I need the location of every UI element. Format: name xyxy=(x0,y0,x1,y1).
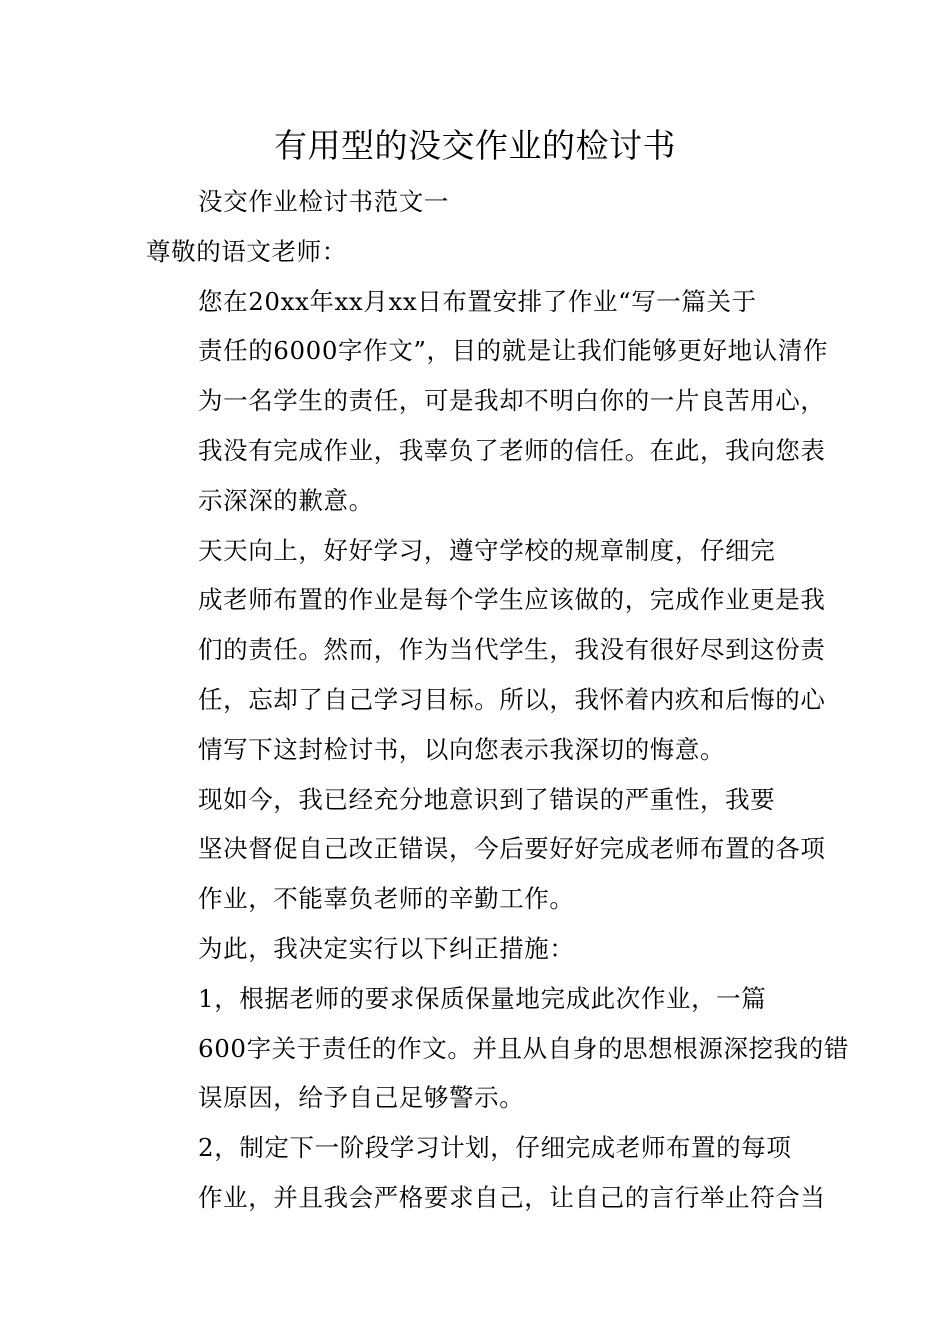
text-line: 1，根据老师的要求保质保量地完成此次作业，一篇 xyxy=(198,983,767,1013)
text-line: 天天向上，好好学习，遵守学校的规章制度，仔细完 xyxy=(198,535,776,565)
paragraph-apology xyxy=(146,277,829,526)
document-title: 有用型的没交作业的检讨书 xyxy=(274,126,676,165)
text-line: 600字关于责任的作文。并且从自身的思想根源深挖我的错 xyxy=(198,1033,849,1063)
text-line: 坚决督促自己改正错误，今后要好好完成老师布置的各项 xyxy=(198,834,826,864)
paragraph-measure-1 xyxy=(146,974,849,1123)
text-line: 作业，不能辜负老师的辛勤工作。 xyxy=(198,884,575,914)
paragraph-realization xyxy=(146,775,826,924)
text-line: 们的责任。然而，作为当代学生，我没有很好尽到这份责 xyxy=(198,635,826,665)
text-line: 成老师布置的作业是每个学生应该做的，完成作业更是我 xyxy=(198,585,826,615)
document-subtitle: 没交作业检讨书范文一 xyxy=(198,187,449,216)
document-body xyxy=(146,177,849,1223)
text-line: 您在20xx年xx月xx日布置安排了作业“写一篇关于 xyxy=(198,286,757,316)
paragraph-measure-2 xyxy=(146,1123,826,1223)
text-line: 示深深的歉意。 xyxy=(198,485,374,515)
paragraph-responsibility xyxy=(146,526,826,775)
text-line: 为一名学生的责任，可是我却不明白你的一片良苦用心， xyxy=(198,386,826,416)
text-line: 情写下这封检讨书，以向您表示我深切的悔意。 xyxy=(198,734,726,764)
text-line: 任，忘却了自己学习目标。所以，我怀着内疚和后悔的心 xyxy=(198,684,826,714)
text-line: 我没有完成作业，我辜负了老师的信任。在此，我向您表 xyxy=(198,435,826,465)
text-line: 作业，并且我会严格要求自己，让自己的言行举止符合当 xyxy=(198,1182,826,1212)
text-line: 责任的6000字作文”，目的就是让我们能够更好地认清作 xyxy=(198,336,829,366)
salutation: 尊敬的语文老师： xyxy=(146,236,347,266)
text-line: 现如今，我已经充分地意识到了错误的严重性，我要 xyxy=(198,784,776,814)
text-line: 2，制定下一阶段学习计划，仔细完成老师布置的每项 xyxy=(198,1133,792,1163)
text-line: 误原因，给予自己足够警示。 xyxy=(198,1083,525,1113)
paragraph-measures-intro xyxy=(146,924,806,974)
text-line: 为此，我决定实行以下纠正措施： xyxy=(198,933,575,963)
